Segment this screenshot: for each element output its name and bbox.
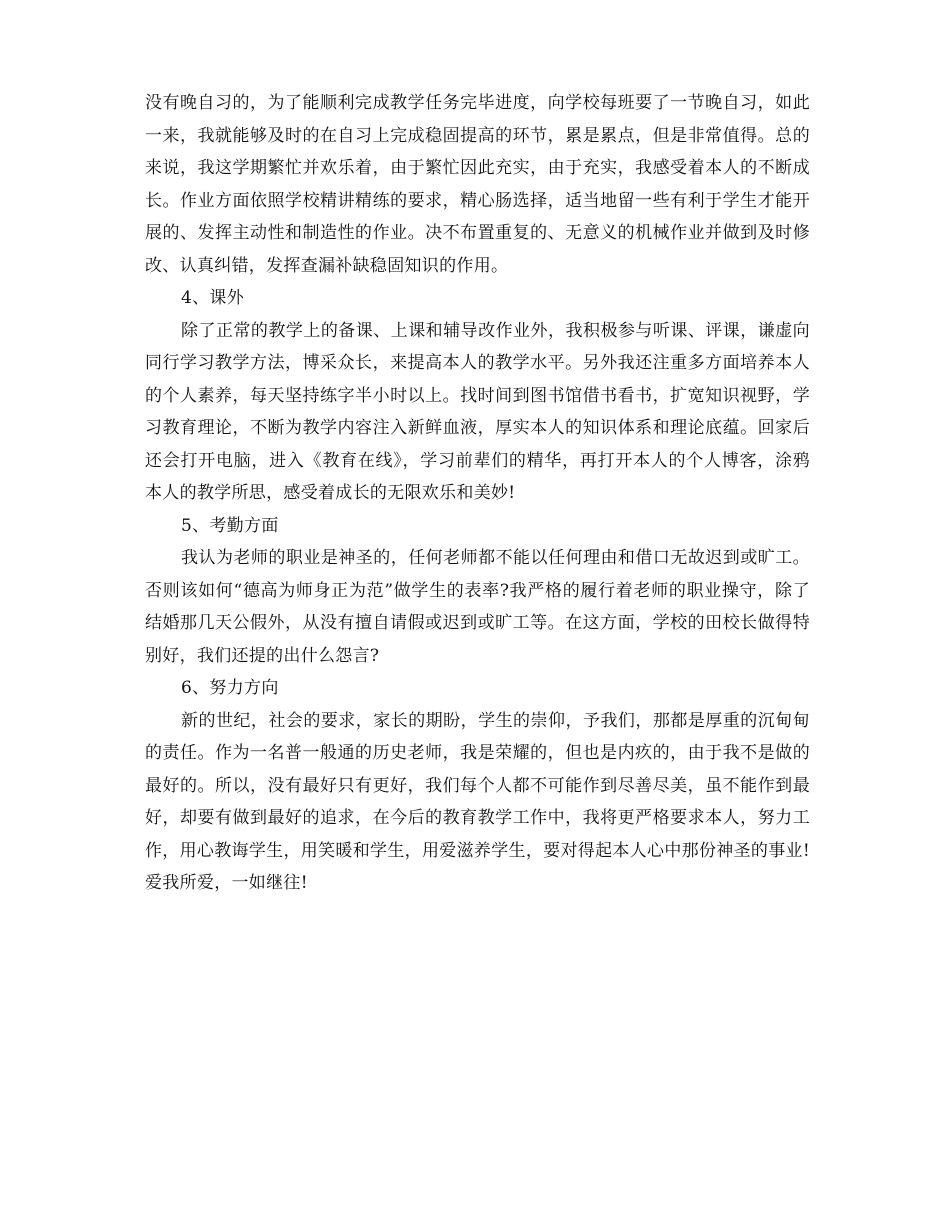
heading-direction: 6、努力方向: [181, 678, 279, 698]
paragraph-homework: 没有晚自习的，为了能顺利完成教学任务完毕进度，向学校每班要了一节晚自习，如此一来，我就能够及时的在自习上完成稳固提高的环节，累是累点，但是非常值得。总的来说，我这学期繁忙并欢乐着，由于繁忙因此充实，由于充实，我感受着本人的不断成长。作业方面依照学校精讲精练的要求，精心肠选择，适当地留一些有利于学生才能开展的、发挥主动性和制造性的作业。决不布置重复的、无意义的机械作业并做到及时修改、认真纠错，发挥查漏补缺稳固知识的作用。: [145, 93, 810, 276]
heading-extracurricular: 4、课外: [181, 288, 245, 308]
paragraph-extracurricular: 除了正常的教学上的备课、上课和辅导改作业外，我积极参与听课、评课，谦虚向同行学习教学方法，博采众长，来提高本人的教学水平。另外我还注重多方面培养本人的个人素养，每天坚持练字半小时以上。找时间到图书馆借书看书，扩宽知识视野，学习教育理论，不断为教学内容注入新鲜血液，厚实本人的知识体系和理论底蕴。回家后还会打开电脑，进入《教育在线》，学习前辈们的精华，再打开本人的个人博客，涂鸦本人的教学所思，感受着成长的无限欢乐和美妙!: [145, 320, 810, 503]
paragraph-attendance: 我认为老师的职业是神圣的，任何老师都不能以任何理由和借口无故迟到或旷工。否则该如何“德高为师身正为范”做学生的表率?我严格的履行着老师的职业操守，除了结婚那几天公假外，从没有擅自请假或迟到或旷工等。在这方面，学校的田校长做得特别好，我们还提的出什么怨言?: [145, 548, 810, 666]
paragraph-direction: 新的世纪，社会的要求，家长的期盼，学生的崇仰，予我们，那都是厚重的沉甸甸的责任。作为一名普一般通的历史老师，我是荣耀的，但也是内疚的，由于我不是做的最好的。所以，没有最好只有更好，我们每个人都不可能作到尽善尽美，虽不能作到最好，却要有做到最好的追求，在今后的教育教学工作中，我将更严格要求本人，努力工作，用心教诲学生，用笑暖和学生，用爱滋养学生，要对得起本人心中那份神圣的事业!爱我所爱，一如继往!: [145, 710, 810, 893]
document-body: [145, 87, 810, 900]
heading-attendance: 5、考勤方面: [181, 515, 279, 536]
